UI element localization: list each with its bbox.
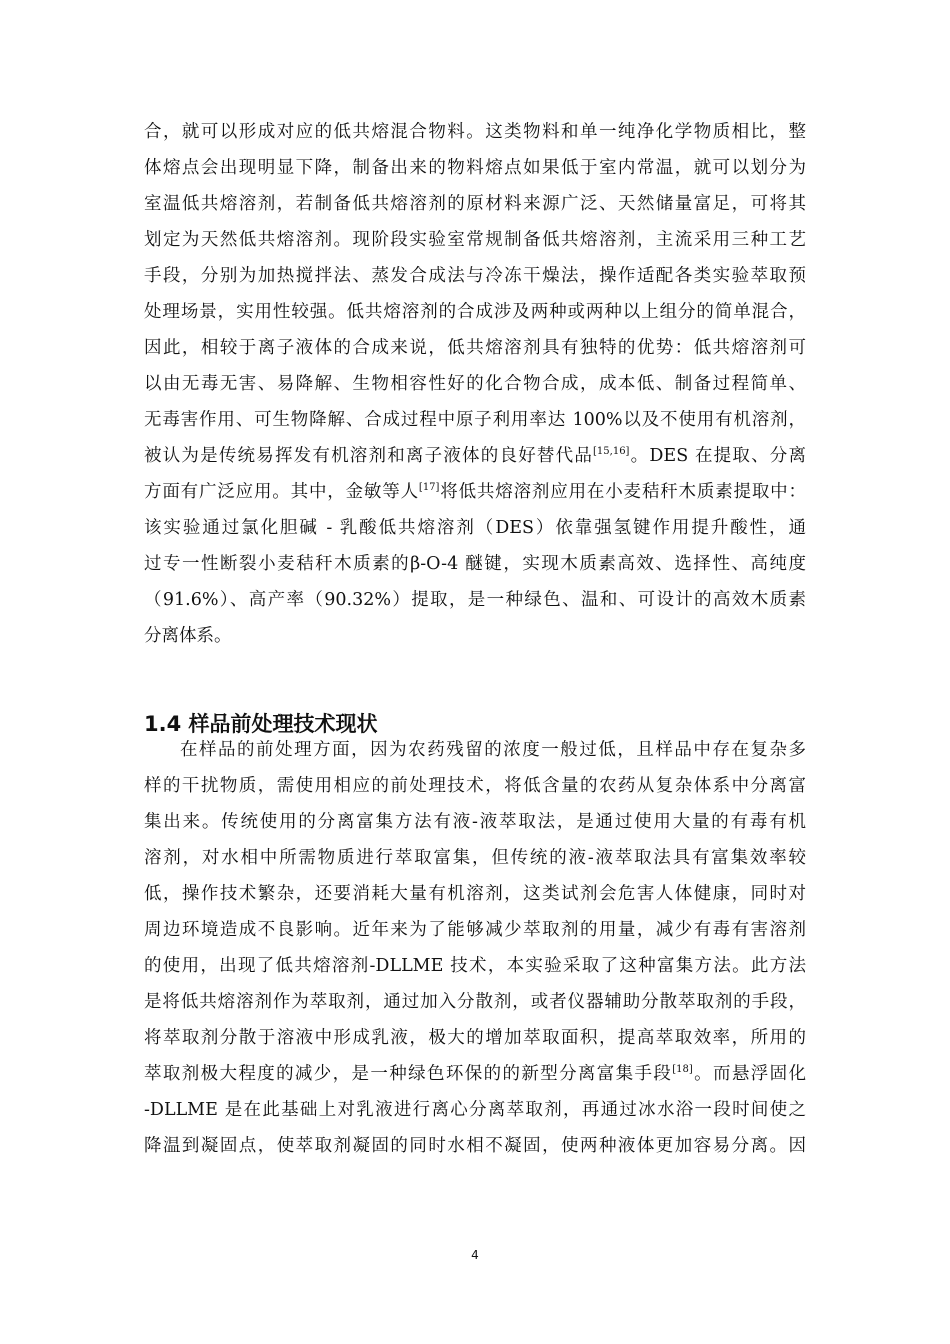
paragraph-line (144, 1060, 806, 1096)
line-text: 将低共熔溶剂应用在小麦秸秆木质素提取中： (439, 482, 807, 502)
paragraph-line: 是将低共熔溶剂作为萃取剂，通过加入分散剂，或者仪器辅助分散萃取剂的手段， (144, 992, 806, 1012)
line-text: 。而悬浮固化 (692, 1064, 807, 1084)
line-text: 萃取剂极大程度的减少，是一种绿色环保的的新型分离富集手段 (144, 1064, 673, 1084)
paragraph-line: 手段，分别为加热搅拌法、蒸发合成法与冷冻干燥法，操作适配各类实验萃取预 (144, 266, 806, 286)
paragraph-line: 过专一性断裂小麦秸秆木质素的β-O-4 醚键，实现木质素高效、选择性、高纯度 (144, 554, 806, 574)
citation: [15,16] (593, 446, 630, 458)
paragraph-line: 将萃取剂分散于溶液中形成乳液，极大的增加萃取面积，提高萃取效率，所用的 (144, 1028, 806, 1048)
line-text: 。DES 在提取、分离 (629, 446, 807, 466)
paragraph-line: 无毒害作用、可生物降解、合成过程中原子利用率达 100%以及不使用有机溶剂， (144, 410, 806, 430)
paragraph-line (144, 442, 806, 478)
paragraph-line: 划定为天然低共熔溶剂。现阶段实验室常规制备低共熔溶剂，主流采用三种工艺 (144, 230, 806, 250)
section-heading: 1.4 样品前处理技术现状 (144, 712, 378, 736)
page-number: 4 (471, 1248, 479, 1262)
citation: [18] (672, 1064, 693, 1076)
paragraph-line: 集出来。传统使用的分离富集方法有液-液萃取法，是通过使用大量的有毒有机 (144, 812, 806, 832)
paragraph-line: 溶剂，对水相中所需物质进行萃取富集，但传统的液-液萃取法具有富集效率较 (144, 848, 806, 868)
paragraph-line: 室温低共熔溶剂，若制备低共熔溶剂的原材料来源广泛、天然储量富足，可将其 (144, 194, 806, 214)
paragraph-line: （91.6%）、高产率（90.32%）提取，是一种绿色、温和、可设计的高效木质素 (144, 590, 806, 610)
paragraph-line: 样的干扰物质，需使用相应的前处理技术，将低含量的农药从复杂体系中分离富 (144, 776, 806, 796)
paragraph-line: -DLLME 是在此基础上对乳液进行离心分离萃取剂，再通过冰水浴一段时间使之 (144, 1100, 806, 1120)
paragraph-line: 以由无毒无害、易降解、生物相容性好的化合物合成，成本低、制备过程简单、 (144, 374, 806, 394)
citation: [17] (418, 482, 440, 494)
paragraph-line: 合，就可以形成对应的低共熔混合物料。这类物料和单一纯净化学物质相比，整 (144, 122, 806, 142)
paragraph-line (144, 478, 806, 514)
line-text: 方面有广泛应用。其中，金敏等人 (144, 482, 419, 502)
paragraph-line: 体熔点会出现明显下降，制备出来的物料熔点如果低于室内常温，就可以划分为 (144, 158, 806, 178)
paragraph-line: 因此，相较于离子液体的合成来说，低共熔溶剂具有独特的优势：低共熔溶剂可 (144, 338, 806, 358)
paragraph-line: 在样品的前处理方面，因为农药残留的浓度一般过低，且样品中存在复杂多 (180, 740, 806, 760)
paragraph-line: 的使用，出现了低共熔溶剂-DLLME 技术，本实验采取了这种富集方法。此方法 (144, 956, 806, 976)
line-text: 被认为是传统易挥发有机溶剂和离子液体的良好替代品 (144, 446, 594, 466)
paragraph-line: 该实验通过氯化胆碱 - 乳酸低共熔溶剂（DES）依靠强氢键作用提升酸性，通 (144, 518, 806, 538)
paragraph-line: 分离体系。 (144, 626, 232, 646)
paragraph-line: 周边环境造成不良影响。近年来为了能够减少萃取剂的用量，减少有毒有害溶剂 (144, 920, 806, 940)
paragraph-line: 低，操作技术繁杂，还要消耗大量有机溶剂，这类试剂会危害人体健康，同时对 (144, 884, 806, 904)
paragraph-line: 处理场景，实用性较强。低共熔溶剂的合成涉及两种或两种以上组分的简单混合， (144, 302, 806, 322)
paragraph-line: 降温到凝固点，使萃取剂凝固的同时水相不凝固，使两种液体更加容易分离。因 (144, 1136, 806, 1156)
